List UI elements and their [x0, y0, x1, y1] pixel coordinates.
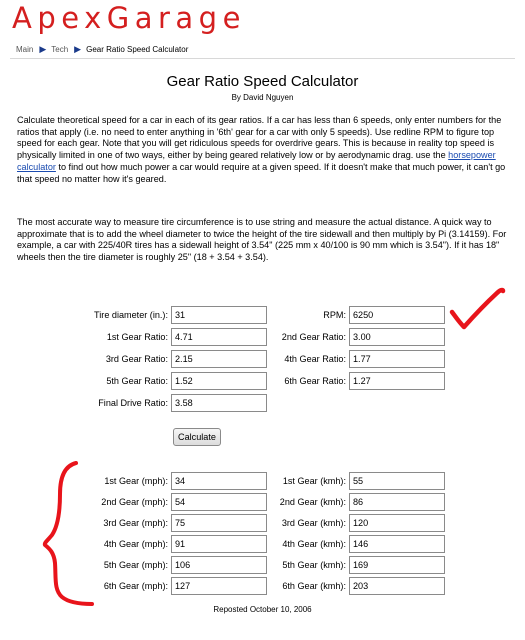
intro-text-rest: to find out how much power a car would require at a given speed. If it doesn't make that much power, it can't go that speed no matter how it's geared. — [17, 161, 506, 184]
intro-paragraph — [17, 115, 509, 185]
curly-brace-icon — [45, 463, 92, 604]
rpm-input[interactable] — [349, 306, 445, 324]
gear4-mph-label: 4th Gear (mph): — [103, 539, 168, 549]
gear2-mph-label: 2nd Gear (mph): — [101, 497, 168, 507]
gear2-ratio-input[interactable] — [349, 328, 445, 346]
gear3-mph-output[interactable] — [171, 514, 267, 532]
breadcrumb-current: Gear Ratio Speed Calculator — [86, 45, 189, 54]
gear6-kmh-label: 6th Gear (kmh): — [282, 581, 346, 591]
gear4-ratio-label: 4th Gear Ratio: — [284, 354, 346, 364]
gear5-kmh-label: 5th Gear (kmh): — [282, 560, 346, 570]
intro-text: Calculate theoretical speed for a car in each of its gear ratios. If a car has less than 6 speeds, only enter numbers for the ratios that apply (i.e. no need to enter anything in '6th' gear for a car with only 5 speeds). Use redline RPM to figure top speed for each gear. Note that you will get ridiculous speeds for overdrive gears. This is because in reality top speed is physically limited in one of two ways, either by being geared relatively low or by aerodynamic drag. use the — [17, 115, 502, 161]
breadcrumb — [16, 44, 188, 55]
breadcrumb-arrow-icon: ▶ — [39, 44, 47, 54]
gear6-mph-label: 6th Gear (mph): — [103, 581, 168, 591]
checkmark-icon — [452, 290, 503, 327]
gear5-ratio-label: 5th Gear Ratio: — [106, 376, 168, 386]
gear5-ratio-input[interactable] — [171, 372, 267, 390]
horsepower-calculator-link[interactable]: horsepower calculator — [17, 150, 496, 172]
calculate-button[interactable]: Calculate — [173, 428, 221, 446]
gear6-ratio-label: 6th Gear Ratio: — [284, 376, 346, 386]
gear1-ratio-input[interactable] — [171, 328, 267, 346]
final-drive-ratio-input[interactable] — [171, 394, 267, 412]
site-logo[interactable]: ApexGarage — [12, 1, 246, 35]
tire-note-paragraph: The most accurate way to measure tire circumference is to use string and measure the actual distance. A quick way to approximate that is to add the wheel diameter to twice the height of the tire sidewall and then multiply by Pi (3.14159). For example, a car with 225/40R tires has a sidewall height of 3.54" (225 mm x 40/100 is 90 mm which is 3.54"). If it has 18" wheels then the tire diameter is roughly 25" (18 + 3.54 + 3.54). — [17, 217, 507, 263]
breadcrumb-main-link[interactable]: Main — [16, 45, 34, 54]
gear6-kmh-output[interactable] — [349, 577, 445, 595]
tire-diameter-label: Tire diameter (in.): — [94, 310, 168, 320]
gear3-ratio-label: 3rd Gear Ratio: — [105, 354, 168, 364]
gear3-ratio-input[interactable] — [171, 350, 267, 368]
rpm-label: RPM: — [323, 310, 346, 320]
gear5-mph-output[interactable] — [171, 556, 267, 574]
gear2-kmh-label: 2nd Gear (kmh): — [279, 497, 346, 507]
gear5-kmh-output[interactable] — [349, 556, 445, 574]
gear6-ratio-input[interactable] — [349, 372, 445, 390]
gear1-mph-label: 1st Gear (mph): — [104, 476, 168, 486]
gear4-kmh-label: 4th Gear (kmh): — [282, 539, 346, 549]
final-drive-ratio-label: Final Drive Ratio: — [98, 398, 168, 408]
gear4-mph-output[interactable] — [171, 535, 267, 553]
gear3-kmh-label: 3rd Gear (kmh): — [281, 518, 346, 528]
gear5-mph-label: 5th Gear (mph): — [103, 560, 168, 570]
gear1-kmh-output[interactable] — [349, 472, 445, 490]
gear4-kmh-output[interactable] — [349, 535, 445, 553]
gear1-ratio-label: 1st Gear Ratio: — [106, 332, 168, 342]
page-byline: By David Nguyen — [231, 93, 294, 102]
breadcrumb-tech-link[interactable]: Tech — [51, 45, 69, 54]
gear4-ratio-input[interactable] — [349, 350, 445, 368]
gear3-mph-label: 3rd Gear (mph): — [103, 518, 168, 528]
breadcrumb-arrow-icon: ▶ — [74, 44, 82, 54]
gear1-kmh-label: 1st Gear (kmh): — [282, 476, 346, 486]
gear6-mph-output[interactable] — [171, 577, 267, 595]
gear2-mph-output[interactable] — [171, 493, 267, 511]
tire-diameter-input[interactable] — [171, 306, 267, 324]
page-title: Gear Ratio Speed Calculator — [166, 73, 359, 90]
gear1-mph-output[interactable] — [171, 472, 267, 490]
gear2-kmh-output[interactable] — [349, 493, 445, 511]
footer-repost-date: Reposted October 10, 2006 — [213, 605, 312, 614]
gear2-ratio-label: 2nd Gear Ratio: — [281, 332, 346, 342]
gear3-kmh-output[interactable] — [349, 514, 445, 532]
header-divider — [10, 58, 515, 59]
